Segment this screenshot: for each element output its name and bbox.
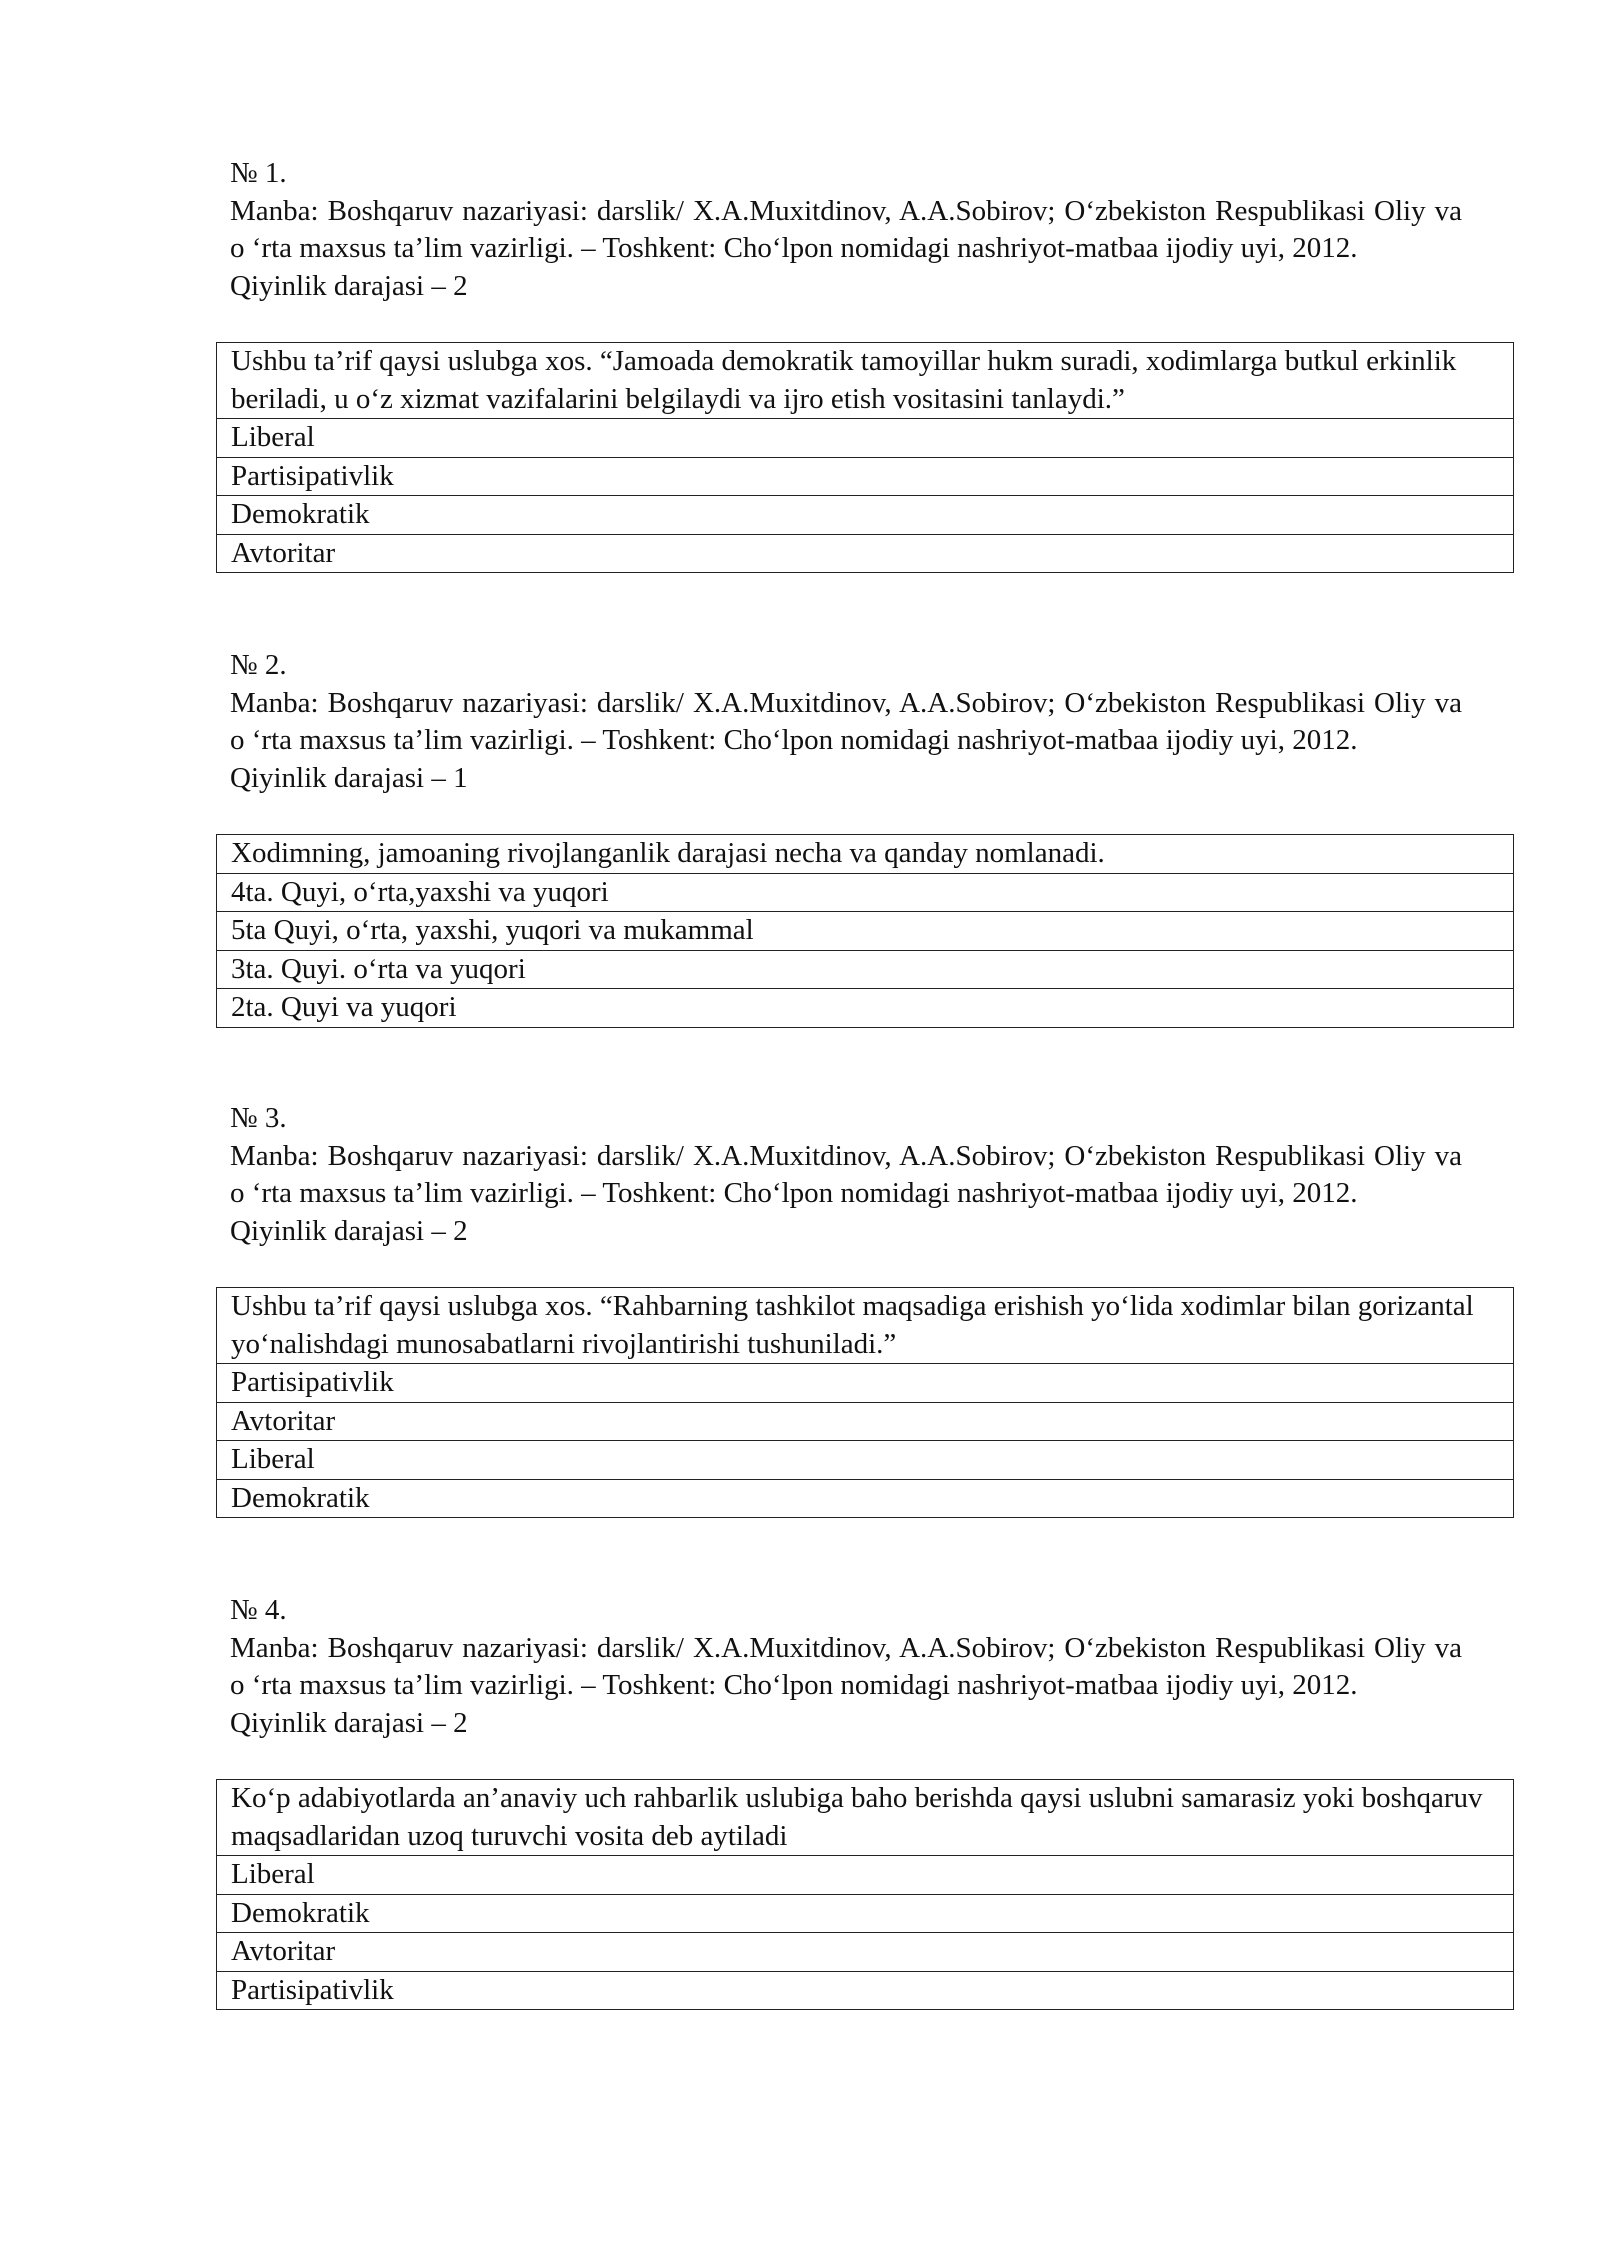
answer-option: Avtoritar — [217, 1933, 1514, 1972]
question-2 — [216, 647, 1514, 1028]
question-meta — [230, 1592, 1462, 1742]
answer-option: Demokratik — [217, 1894, 1514, 1933]
question-difficulty: Qiyinlik darajasi – 2 — [230, 1706, 468, 1739]
answer-table — [216, 342, 1514, 573]
question-meta — [230, 155, 1462, 305]
question-source: Manba: Boshqaruv nazariyasi: darslik/ X.A.Muxitdinov, A.A.Sobirov; O‘zbekiston Respublikasi Oliy va o ‘rta maxsus ta’lim vazirligi. – Toshkent: Cho‘lpon nomidagi nashriyot-matbaa ijodiy uyi, 2012. — [230, 686, 1462, 756]
answer-table — [216, 1287, 1514, 1518]
answer-table — [216, 834, 1514, 1028]
answer-option: Partisipativlik — [217, 1364, 1514, 1403]
question-number: № 1. — [230, 157, 287, 189]
answer-option: Avtoritar — [217, 534, 1514, 573]
question-source: Manba: Boshqaruv nazariyasi: darslik/ X.A.Muxitdinov, A.A.Sobirov; O‘zbekiston Respublikasi Oliy va o ‘rta maxsus ta’lim vazirligi. – Toshkent: Cho‘lpon nomidagi nashriyot-matbaa ijodiy uyi, 2012. — [230, 1631, 1462, 1701]
question-difficulty: Qiyinlik darajasi – 2 — [230, 1214, 468, 1247]
question-number: № 4. — [230, 1594, 287, 1626]
answer-option: Demokratik — [217, 496, 1514, 535]
answer-option: Demokratik — [217, 1479, 1514, 1518]
answer-option: Avtoritar — [217, 1402, 1514, 1441]
answer-option: Partisipativlik — [217, 457, 1514, 496]
question-3 — [216, 1100, 1514, 1518]
question-prompt: Ushbu ta’rif qaysi uslubga xos. “Rahbarning tashkilot maqsadiga erishish yo‘lida xodimlar bilan gorizantal yo‘nalishdagi munosabatlarni rivojlantirishi tushuniladi.” — [217, 1288, 1514, 1364]
answer-option: 4ta. Quyi, o‘rta,yaxshi va yuqori — [217, 873, 1514, 912]
answer-option: 3ta. Quyi. o‘rta va yuqori — [217, 950, 1514, 989]
answer-option: 5ta Quyi, o‘rta, yaxshi, yuqori va mukammal — [217, 912, 1514, 951]
question-number: № 3. — [230, 1102, 287, 1134]
question-source: Manba: Boshqaruv nazariyasi: darslik/ X.A.Muxitdinov, A.A.Sobirov; O‘zbekiston Respublikasi Oliy va o ‘rta maxsus ta’lim vazirligi. – Toshkent: Cho‘lpon nomidagi nashriyot-matbaa ijodiy uyi, 2012. — [230, 194, 1462, 264]
question-source: Manba: Boshqaruv nazariyasi: darslik/ X.A.Muxitdinov, A.A.Sobirov; O‘zbekiston Respublikasi Oliy va o ‘rta maxsus ta’lim vazirligi. – Toshkent: Cho‘lpon nomidagi nashriyot-matbaa ijodiy uyi, 2012. — [230, 1139, 1462, 1209]
question-difficulty: Qiyinlik darajasi – 2 — [230, 269, 468, 302]
answer-option: Liberal — [217, 1441, 1514, 1480]
question-4 — [216, 1592, 1514, 2010]
question-meta — [230, 647, 1462, 797]
answer-option: 2ta. Quyi va yuqori — [217, 989, 1514, 1028]
answer-option: Liberal — [217, 1856, 1514, 1895]
question-number: № 2. — [230, 649, 287, 681]
question-prompt: Xodimning, jamoaning rivojlanganlik darajasi necha va qanday nomlanadi. — [217, 835, 1514, 874]
question-difficulty: Qiyinlik darajasi – 1 — [230, 761, 468, 794]
answer-table — [216, 1779, 1514, 2010]
question-1 — [216, 155, 1514, 573]
answer-option: Partisipativlik — [217, 1971, 1514, 2010]
question-meta — [230, 1100, 1462, 1250]
question-prompt: Ko‘p adabiyotlarda an’anaviy uch rahbarlik uslubiga baho berishda qaysi uslubni samarasiz yoki boshqaruv maqsadlaridan uzoq turuvchi vosita deb aytiladi — [217, 1780, 1514, 1856]
question-prompt: Ushbu ta’rif qaysi uslubga xos. “Jamoada demokratik tamoyillar hukm suradi, xodimlarga butkul erkinlik beriladi, u o‘z xizmat vazifalarini belgilaydi va ijro etish vositasini tanlaydi.” — [217, 343, 1514, 419]
answer-option: Liberal — [217, 419, 1514, 458]
